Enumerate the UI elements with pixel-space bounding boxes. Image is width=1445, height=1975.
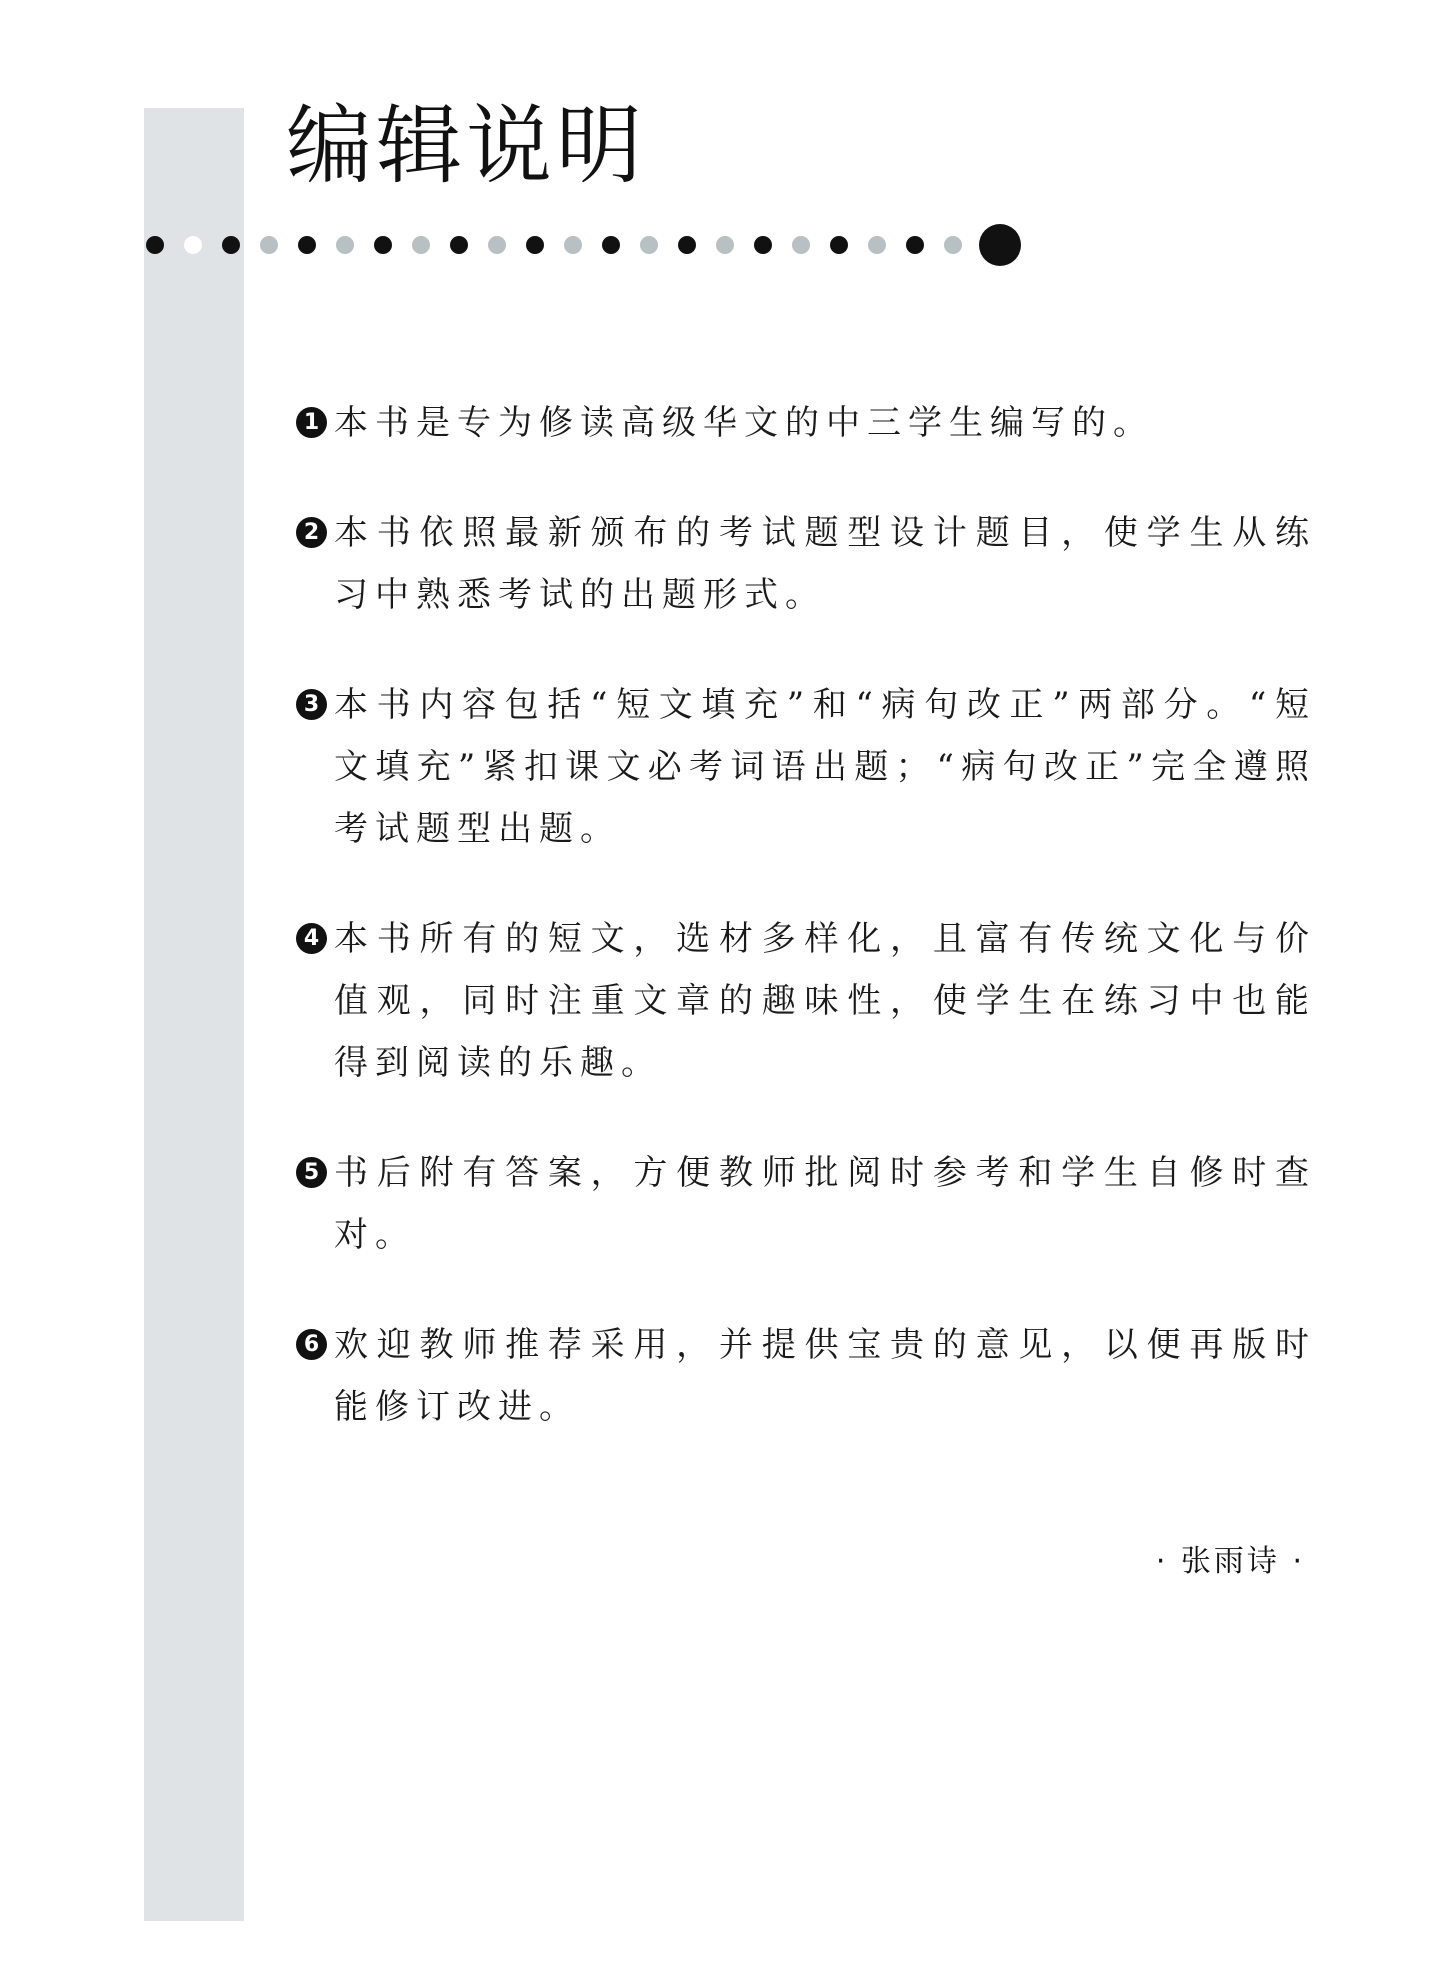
dot (298, 236, 316, 254)
item-text: 欢迎教师推荐采用，并提供宝贵的意见，以便再版时能修订改进。 (334, 1325, 1316, 1427)
item-number-badge: 6 (296, 1329, 327, 1360)
dot (374, 236, 392, 254)
item-number-badge: 3 (296, 689, 327, 720)
dot (222, 236, 240, 254)
list-item (296, 502, 1316, 626)
list-item (296, 1314, 1316, 1438)
list-item (296, 392, 1316, 454)
dot (830, 236, 848, 254)
dot (564, 236, 582, 254)
dot (336, 236, 354, 254)
dot (602, 236, 620, 254)
list-item (296, 674, 1316, 860)
item-text: 本书依照最新颁布的考试题型设计题目，使学生从练习中熟悉考试的出题形式。 (334, 513, 1316, 615)
dot (754, 236, 772, 254)
dot (488, 236, 506, 254)
item-number-badge: 2 (296, 517, 327, 548)
dot (526, 236, 544, 254)
dot-large (979, 224, 1021, 266)
dot (184, 236, 202, 254)
item-text: 本书是专为修读高级华文的中三学生编写的。 (334, 403, 1154, 443)
item-number-badge: 5 (296, 1157, 327, 1188)
dot (944, 236, 962, 254)
author-signature: · 张雨诗 · (1155, 1544, 1305, 1579)
decorative-dot-row (145, 222, 1025, 268)
dot (146, 236, 164, 254)
item-text: 本书所有的短文，选材多样化，且富有传统文化与价值观，同时注重文章的趣味性，使学生在练习中也能得到阅读的乐趣。 (334, 919, 1316, 1083)
item-number-badge: 1 (296, 407, 327, 438)
item-text: 本书内容包括“短文填充”和“病句改正”两部分。“短文填充”紧扣课文必考词语出题；“病句改正”完全遵照考试题型出题。 (334, 685, 1316, 849)
decorative-sidebar (144, 108, 244, 1921)
list-item (296, 1142, 1316, 1266)
dot (716, 236, 734, 254)
list-item (296, 908, 1316, 1094)
item-text: 书后附有答案，方便教师批阅时参考和学生自修时查对。 (334, 1153, 1316, 1255)
item-number-badge: 4 (296, 923, 327, 954)
dot (906, 236, 924, 254)
dot (450, 236, 468, 254)
dot (412, 236, 430, 254)
editorial-notes-list (296, 392, 1316, 1486)
page-title: 编辑说明 (286, 96, 646, 196)
dot (868, 236, 886, 254)
dot (792, 236, 810, 254)
dot (678, 236, 696, 254)
dot (260, 236, 278, 254)
dot (640, 236, 658, 254)
